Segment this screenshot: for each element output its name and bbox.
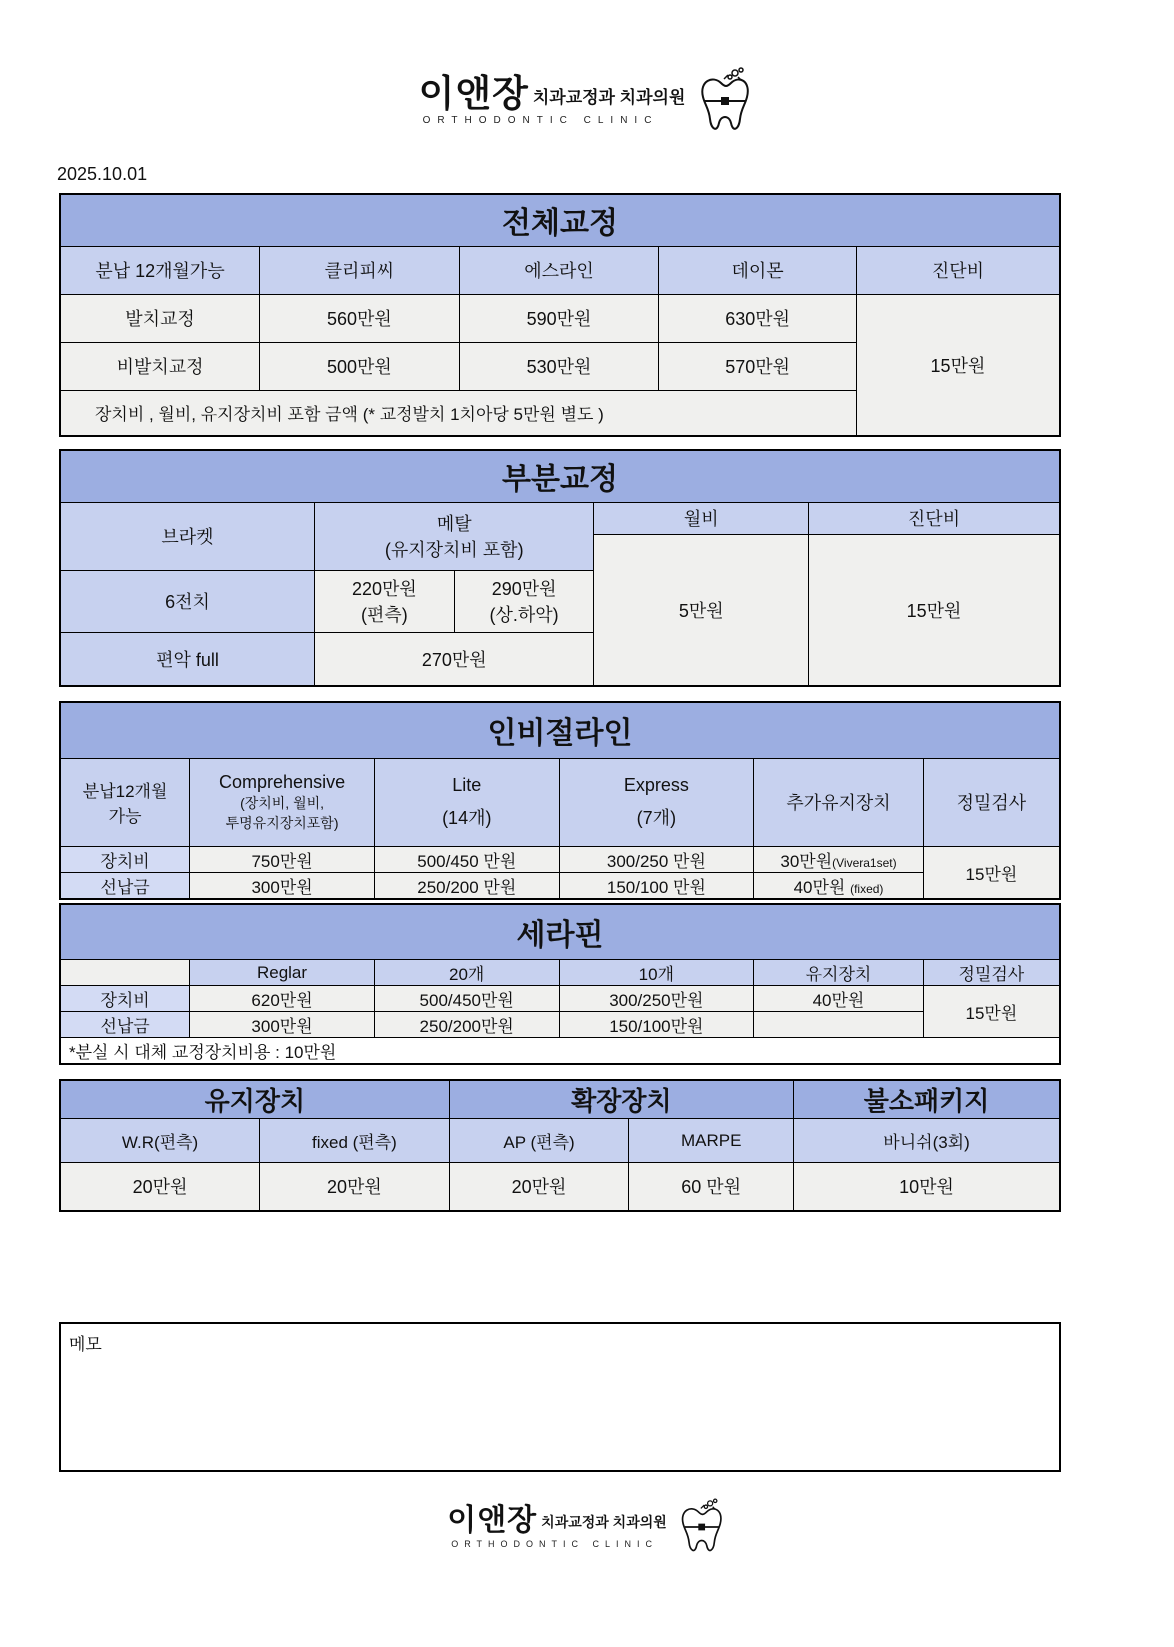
plan-name: Express xyxy=(623,774,689,795)
clinic-caption: ORTHODONTIC CLINIC xyxy=(422,115,659,126)
plan-name: Comprehensive xyxy=(219,771,346,792)
column-header: 분납 12개월가능 xyxy=(60,246,260,294)
retainer-price-cell xyxy=(754,846,924,872)
invisalign-table xyxy=(59,701,1061,900)
diagnosis-fee-cell: 15만원 xyxy=(809,534,1060,686)
price-value: 30만원 xyxy=(780,851,833,871)
clinic-subtitle: 치과교정과 치과의원 xyxy=(541,1513,667,1530)
row-label: 발치교정 xyxy=(60,294,260,342)
installment-line1: 분납12개월 xyxy=(82,782,168,801)
price-cell: 150/100만원 xyxy=(559,1012,754,1038)
column-header: fixed (편측) xyxy=(260,1119,450,1163)
extra-retainer-header: 추가유지장치 xyxy=(754,758,924,846)
price-cell: 300만원 xyxy=(190,1012,375,1038)
price-value: 220만원 xyxy=(351,579,417,599)
diagnosis-fee-cell: 15만원 xyxy=(856,294,1060,436)
diagnosis-header: 진단비 xyxy=(809,502,1060,534)
column-header: 에스라인 xyxy=(459,246,659,294)
price-cell: 60 만원 xyxy=(629,1163,794,1211)
price-value: 290만원 xyxy=(491,579,557,599)
price-cell: 500만원 xyxy=(260,342,460,390)
plan-note: (7개) xyxy=(636,807,677,828)
price-value: 40만원 xyxy=(793,877,846,897)
table-row xyxy=(60,872,1060,899)
row-label: 비발치교정 xyxy=(60,342,260,390)
clinic-name: 이앤장 xyxy=(447,1503,538,1537)
price-cell: 590만원 xyxy=(459,294,659,342)
price-cell: 300/250 만원 xyxy=(559,846,754,872)
price-cell: 300/250만원 xyxy=(559,986,754,1012)
price-cell xyxy=(314,570,454,632)
price-note: (fixed) xyxy=(850,881,884,896)
price-cell: 500/450 만원 xyxy=(374,846,559,872)
clinic-logo-text xyxy=(419,75,686,126)
tooth-icon xyxy=(673,1498,727,1561)
table-row xyxy=(60,986,1060,1012)
document-date: 2025.10.01 xyxy=(57,164,148,184)
column-header: 20개 xyxy=(374,960,559,986)
full-ortho-title: 전체교정 xyxy=(60,194,1060,246)
table-footnote: 장치비 , 월비, 유지장치비 포함 금액 (* 교정발치 1치아당 5만원 별도 ) xyxy=(60,390,856,436)
price-cell: 570만원 xyxy=(659,342,857,390)
price-cell: 40만원 xyxy=(754,986,924,1012)
price-cell: 530만원 xyxy=(459,342,659,390)
tooth-icon xyxy=(691,67,755,140)
price-cell: 300만원 xyxy=(190,872,375,899)
installment-line2: 가능 xyxy=(108,807,142,826)
row-label: 장치비 xyxy=(60,986,190,1012)
clinic-subtitle: 치과교정과 치과의원 xyxy=(532,88,686,107)
column-header: 10개 xyxy=(559,960,754,986)
exam-fee-cell: 15만원 xyxy=(923,986,1060,1038)
clinic-logo-footer xyxy=(0,1503,1174,1561)
comprehensive-header xyxy=(190,758,375,846)
plan-note: (장치비, 월비, xyxy=(240,794,325,811)
price-cell: 270만원 xyxy=(314,632,594,686)
price-cell: 750만원 xyxy=(190,846,375,872)
memo-box xyxy=(59,1322,1061,1472)
price-cell: 20만원 xyxy=(260,1163,450,1211)
column-header: Reglar xyxy=(190,960,375,986)
price-cell: 250/200 만원 xyxy=(374,872,559,899)
express-header xyxy=(559,758,754,846)
plan-note: 투명유지장치포함) xyxy=(225,814,339,831)
row-label: 장치비 xyxy=(60,846,190,872)
table-row xyxy=(60,294,1060,342)
price-note: (Vivera1set) xyxy=(832,855,897,870)
retainer-price-cell xyxy=(754,872,924,899)
row-label: 선납금 xyxy=(60,1012,190,1038)
full-ortho-table xyxy=(59,193,1061,437)
price-note: (편측) xyxy=(360,605,408,625)
price-cell: 150/100 만원 xyxy=(559,872,754,899)
column-header: 진단비 xyxy=(856,246,1060,294)
exam-fee-cell: 15만원 xyxy=(923,846,1060,899)
price-note: (상.하악) xyxy=(489,605,559,625)
column-header: AP (편측) xyxy=(449,1119,629,1163)
metal-header xyxy=(314,502,594,570)
column-header: W.R(편측) xyxy=(60,1119,260,1163)
installment-header xyxy=(60,758,190,846)
metal-header-note: (유지장치비 포함) xyxy=(384,540,524,560)
column-header: 유지장치 xyxy=(754,960,924,986)
price-cell: 630만원 xyxy=(659,294,857,342)
invisalign-title: 인비절라인 xyxy=(60,702,1060,758)
retainer-group-title: 유지장치 xyxy=(60,1080,449,1119)
price-cell xyxy=(454,570,594,632)
lite-header xyxy=(374,758,559,846)
devices-table xyxy=(59,1079,1061,1212)
column-header: 데이몬 xyxy=(659,246,857,294)
fluoride-group-title: 불소패키지 xyxy=(794,1080,1060,1119)
plan-note: (14개) xyxy=(442,807,492,828)
clinic-logo-text xyxy=(447,1503,667,1549)
metal-header-label: 메탈 xyxy=(436,514,472,534)
row-label: 편악 full xyxy=(60,632,314,686)
bracket-header: 브라켓 xyxy=(60,502,314,570)
corner-cell xyxy=(60,960,190,986)
table-footnote: *분실 시 대체 교정장치비용 : 10만원 xyxy=(60,1038,1060,1065)
price-cell: 20만원 xyxy=(449,1163,629,1211)
clinic-logo-header xyxy=(0,0,1174,140)
column-header: 클리피씨 xyxy=(260,246,460,294)
expander-group-title: 확장장치 xyxy=(449,1080,793,1119)
plan-name: Lite xyxy=(452,774,482,795)
partial-ortho-table xyxy=(59,449,1061,687)
price-cell xyxy=(754,1012,924,1038)
row-label: 선납금 xyxy=(60,872,190,899)
serafin-table xyxy=(59,903,1061,1066)
clinic-caption: ORTHODONTIC CLINIC xyxy=(451,1538,659,1549)
row-label: 6전치 xyxy=(60,570,314,632)
exam-header: 정밀검사 xyxy=(923,758,1060,846)
price-cell: 500/450만원 xyxy=(374,986,559,1012)
price-cell: 20만원 xyxy=(60,1163,260,1211)
memo-label: 메모 xyxy=(69,1334,102,1354)
table-row xyxy=(60,846,1060,872)
table-row xyxy=(60,1163,1060,1211)
price-cell: 560만원 xyxy=(260,294,460,342)
partial-ortho-title: 부분교정 xyxy=(60,450,1060,502)
price-cell: 10만원 xyxy=(794,1163,1060,1211)
serafin-title: 세라핀 xyxy=(60,904,1060,960)
column-header: 정밀검사 xyxy=(923,960,1060,986)
table-row xyxy=(60,1012,1060,1038)
monthly-header: 월비 xyxy=(594,502,809,534)
price-cell: 250/200만원 xyxy=(374,1012,559,1038)
column-header: 바니쉬(3회) xyxy=(794,1119,1060,1163)
column-header: MARPE xyxy=(629,1119,794,1163)
price-cell: 620만원 xyxy=(190,986,375,1012)
clinic-name: 이앤장 xyxy=(418,73,529,114)
monthly-fee-cell: 5만원 xyxy=(594,534,809,686)
